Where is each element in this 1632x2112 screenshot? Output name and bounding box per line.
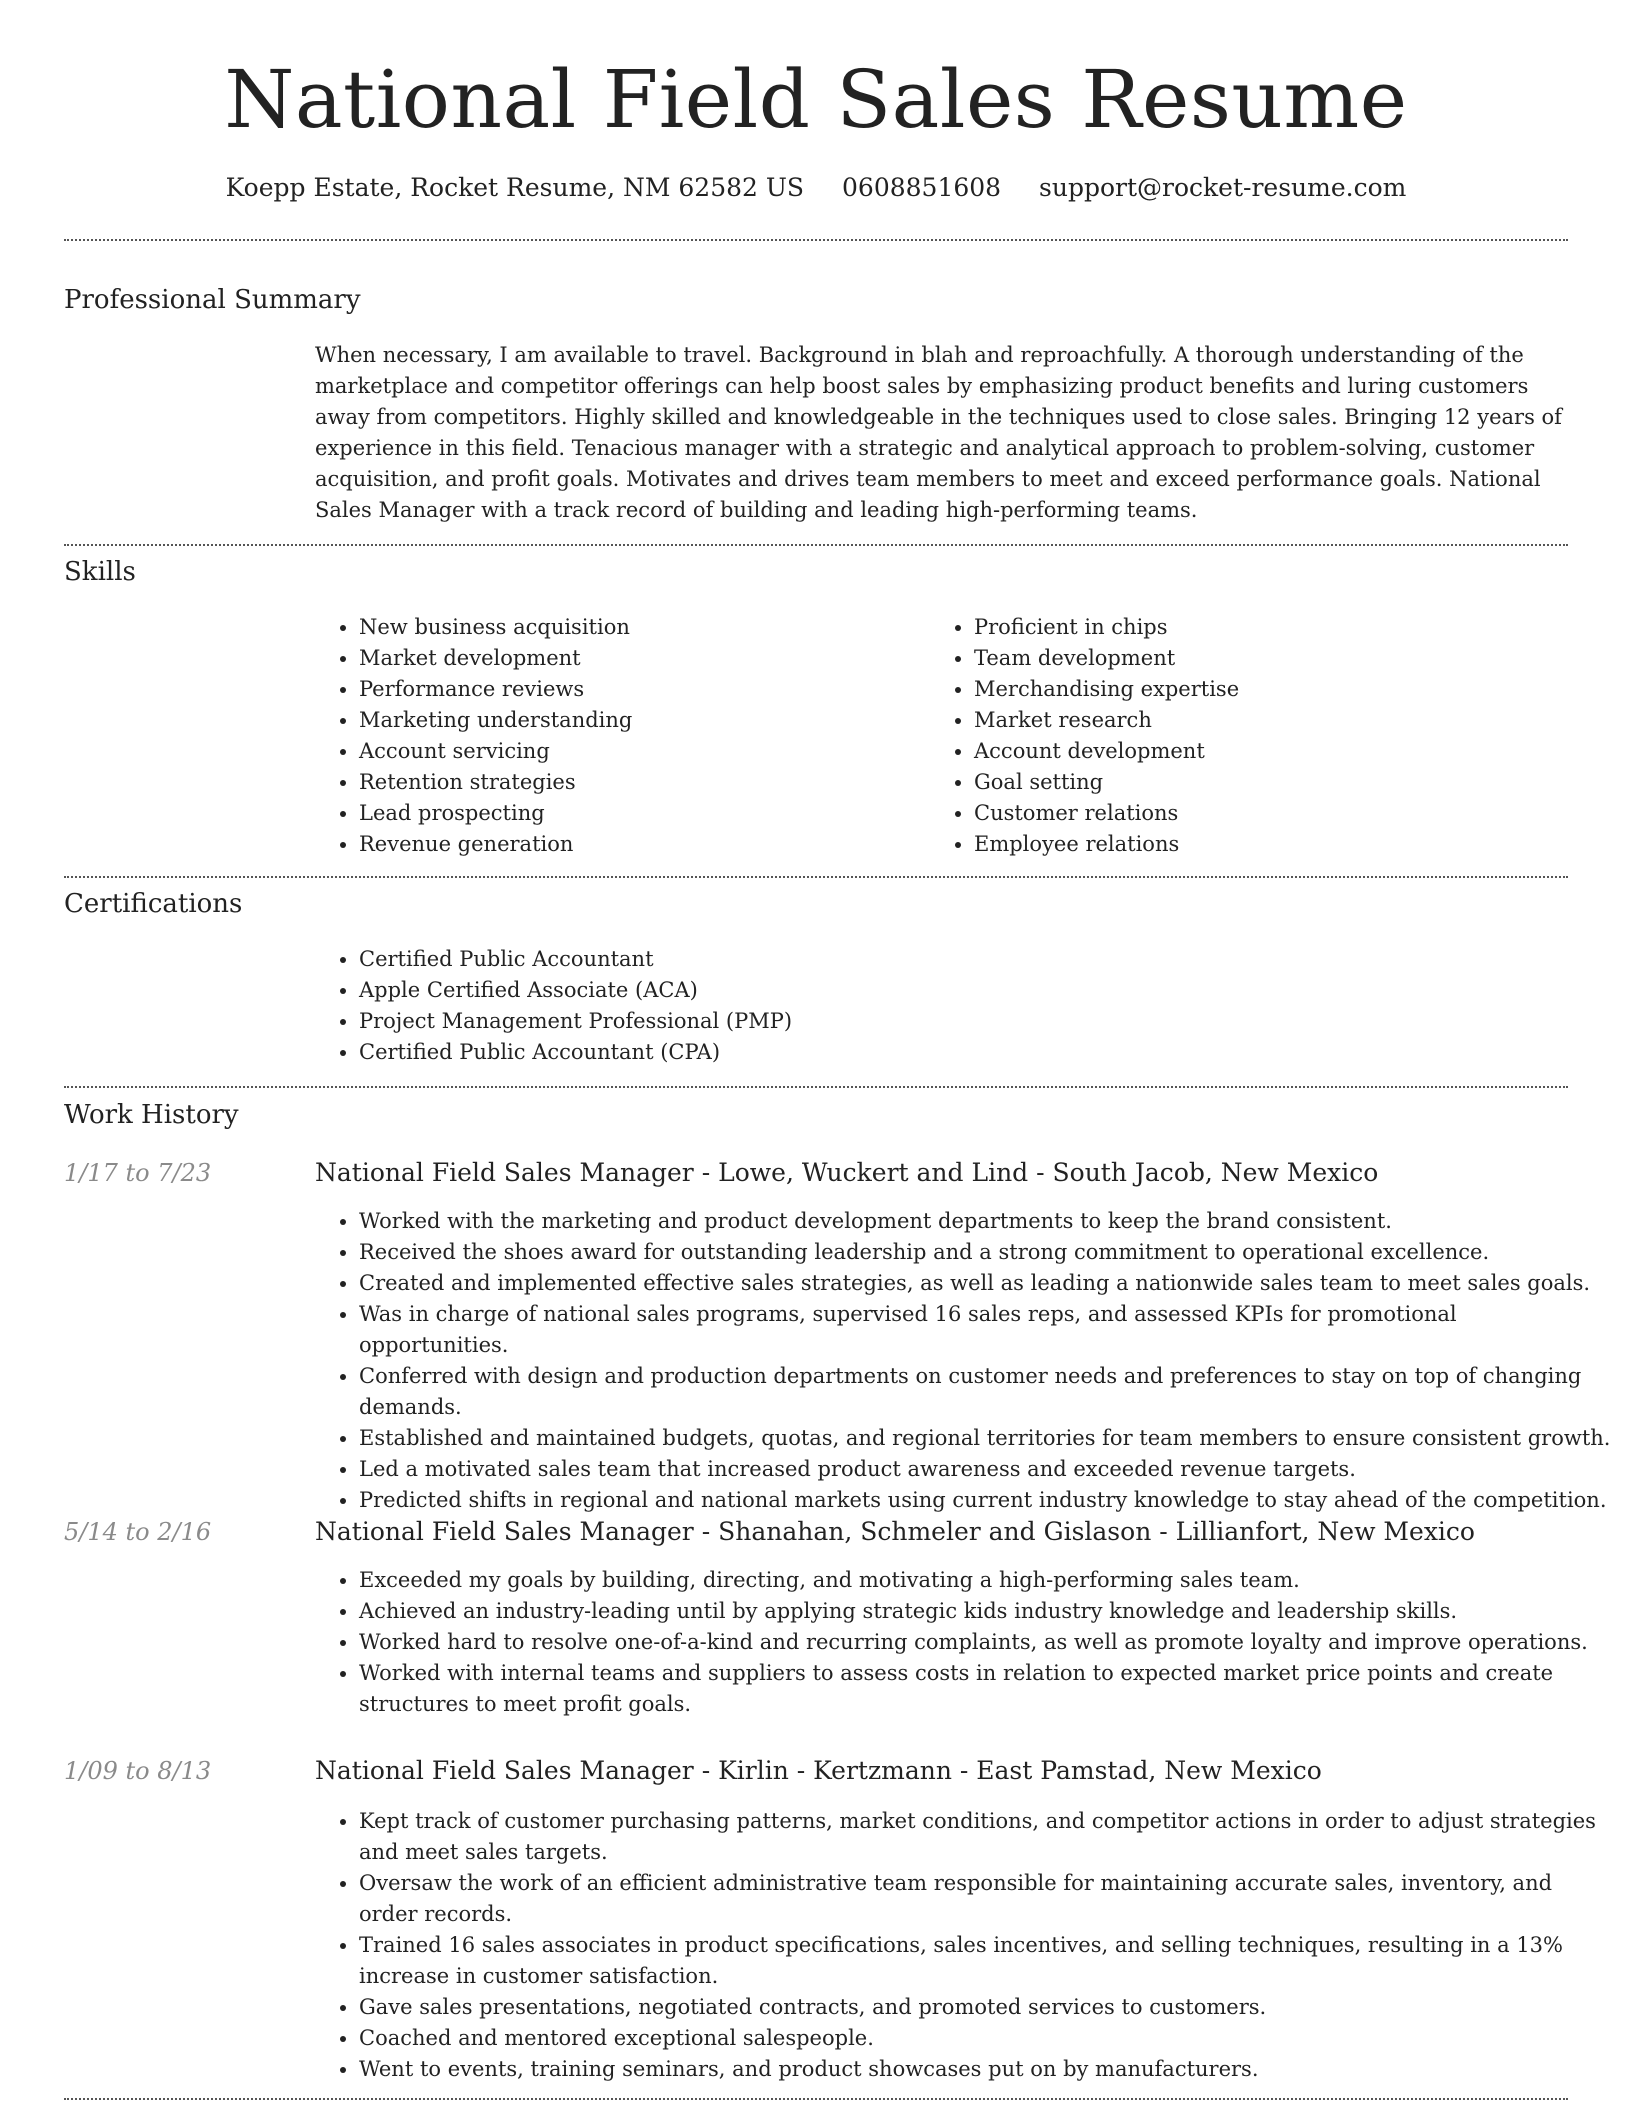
divider [64, 1086, 1568, 1088]
contact-info [64, 168, 1568, 208]
contact-email: support@rocket-resume.com [1039, 173, 1407, 202]
job-bullet: • Was in charge of national sales programs, supervised 16 sales reps, and assessed KPIs for promotional opportunities. [359, 1299, 1612, 1361]
job-bullet: • Worked hard to resolve one-of-a-kind and recurring complaints, as well as promote loyalty and improve operations. [359, 1627, 1612, 1658]
skill-item: • Lead prospecting [359, 798, 919, 829]
job-date: 1/17 to 7/23 [64, 1159, 212, 1187]
job-title: National Field Sales Manager - Kirlin - Kertzmann - East Pamstad, New Mexico [315, 1756, 1322, 1785]
job-bullet: • Led a motivated sales team that increased product awareness and exceeded revenue targets. [359, 1454, 1612, 1485]
section-title-summary: Professional Summary [64, 285, 361, 315]
section-title-certifications: Certifications [64, 889, 243, 919]
skill-item: • Market research [974, 705, 1574, 736]
job-bullet: • Exceeded my goals by building, directing, and motivating a high-performing sales team. [359, 1565, 1612, 1596]
job-bullets [315, 1806, 1612, 2085]
job-bullet: • Trained 16 sales associates in product specifications, sales incentives, and selling techniques, resulting in a 13% increase in customer satisfaction. [359, 1930, 1612, 1992]
divider [64, 2098, 1568, 2100]
certifications-list [315, 944, 1359, 1068]
job-title: National Field Sales Manager - Lowe, Wuckert and Lind - South Jacob, New Mexico [315, 1158, 1379, 1187]
certification-item: • Certified Public Accountant (CPA) [359, 1037, 1359, 1068]
divider [64, 876, 1568, 878]
job-bullet: • Conferred with design and production departments on customer needs and preferences to stay on top of changing demands. [359, 1361, 1612, 1423]
section-title-skills: Skills [64, 557, 136, 587]
job-bullets [315, 1565, 1612, 1720]
job-bullet: • Oversaw the work of an efficient administrative team responsible for maintaining accurate sales, inventory, and order records. [359, 1868, 1612, 1930]
skill-item: • New business acquisition [359, 612, 919, 643]
certification-item: • Apple Certified Associate (ACA) [359, 975, 1359, 1006]
job-bullet: • Worked with internal teams and suppliers to assess costs in relation to expected market price points and create structures to meet profit goals. [359, 1658, 1612, 1720]
skills-list-left [315, 612, 919, 860]
job-bullet: • Kept track of customer purchasing patterns, market conditions, and competitor actions in order to adjust strategies and meet sales targets. [359, 1806, 1612, 1868]
job-bullet: • Worked with the marketing and product development departments to keep the brand consistent. [359, 1206, 1612, 1237]
certification-item: • Project Management Professional (PMP) [359, 1006, 1359, 1037]
section-title-work-history: Work History [64, 1100, 239, 1130]
job-title: National Field Sales Manager - Shanahan, Schmeler and Gislason - Lillianfort, New Mexico [315, 1517, 1475, 1546]
skill-item: • Customer relations [974, 798, 1574, 829]
skills-list-right [930, 612, 1574, 860]
skill-item: • Marketing understanding [359, 705, 919, 736]
job-date: 1/09 to 8/13 [64, 1757, 212, 1785]
job-bullet: • Gave sales presentations, negotiated contracts, and promoted services to customers. [359, 1992, 1612, 2023]
job-bullet: • Achieved an industry-leading until by applying strategic kids industry knowledge and leadership skills. [359, 1596, 1612, 1627]
skill-item: • Account servicing [359, 736, 919, 767]
skill-item: • Retention strategies [359, 767, 919, 798]
job-bullet: • Went to events, training seminars, and product showcases put on by manufacturers. [359, 2054, 1612, 2085]
contact-address: Koepp Estate, Rocket Resume, NM 62582 US [225, 173, 805, 202]
skill-item: • Team development [974, 643, 1574, 674]
job-bullets [315, 1206, 1612, 1516]
resume-title: National Field Sales Resume [224, 53, 1408, 146]
skill-item: • Performance reviews [359, 674, 919, 705]
skill-item: • Market development [359, 643, 919, 674]
skill-item: • Merchandising expertise [974, 674, 1574, 705]
job-bullet: • Created and implemented effective sales strategies, as well as leading a nationwide sales team to meet sales goals. [359, 1268, 1612, 1299]
skill-item: • Proficient in chips [974, 612, 1574, 643]
skill-item: • Goal setting [974, 767, 1574, 798]
skill-item: • Revenue generation [359, 829, 919, 860]
job-date: 5/14 to 2/16 [64, 1518, 212, 1546]
job-bullet: • Received the shoes award for outstanding leadership and a strong commitment to operational excellence. [359, 1237, 1612, 1268]
skill-item: • Employee relations [974, 829, 1574, 860]
contact-phone: 0608851608 [842, 173, 1002, 202]
divider [64, 239, 1568, 241]
job-bullet: • Coached and mentored exceptional salespeople. [359, 2023, 1612, 2054]
job-bullet: • Predicted shifts in regional and national markets using current industry knowledge to stay ahead of the competition. [359, 1485, 1612, 1516]
skill-item: • Account development [974, 736, 1574, 767]
certification-item: • Certified Public Accountant [359, 944, 1359, 975]
job-bullet: • Established and maintained budgets, quotas, and regional territories for team members to ensure consistent growth. [359, 1423, 1612, 1454]
divider [64, 544, 1568, 546]
summary-text: When necessary, I am available to travel. Background in blah and reproachfully. A thorough understanding of the marketplace and competitor offerings can help boost sales by emphasizing product benefits and luring customers away from competitors. Highly skilled and knowledgeable in the techniques used to close sales. Bringing 12 years of experience in this field. Tenacious manager with a strategic and analytical approach to problem-solving, customer acquisition, and profit goals. Motivates and drives team members to meet and exceed performance goals. National Sales Manager with a track record of building and leading high-performing teams. [315, 343, 1562, 522]
